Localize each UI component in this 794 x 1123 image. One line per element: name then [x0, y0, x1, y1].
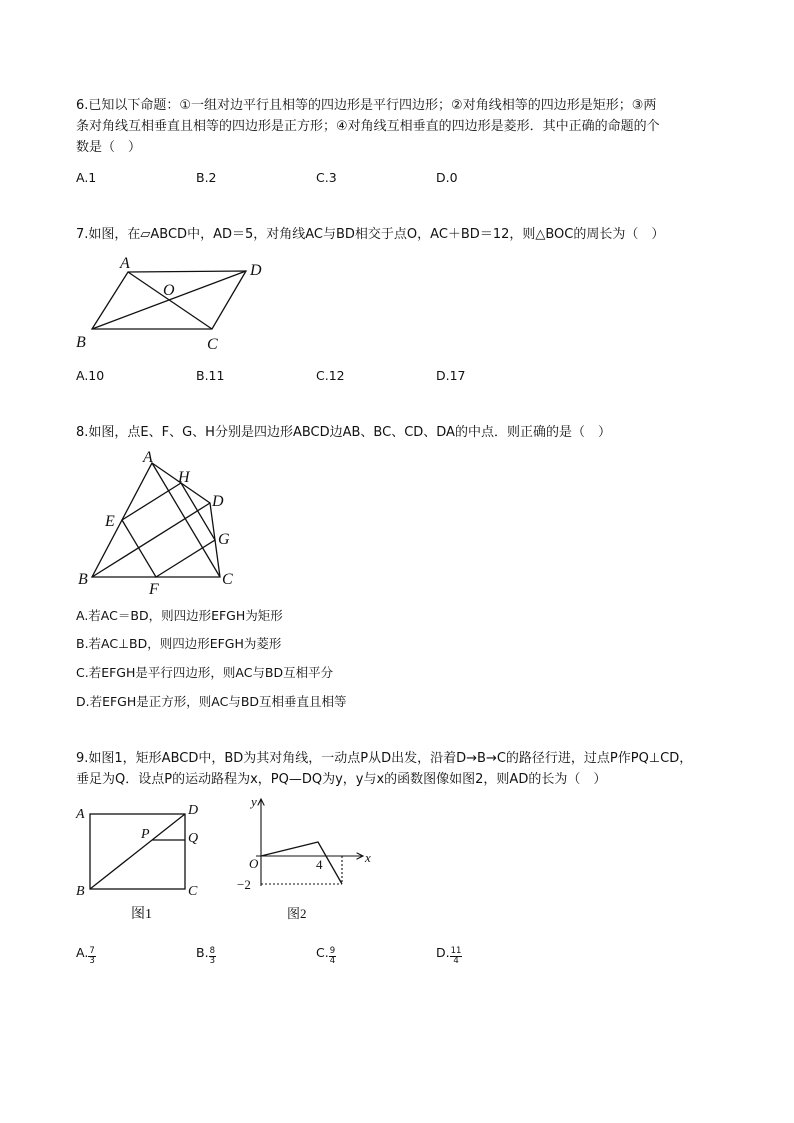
origin-label: O	[249, 856, 259, 871]
q6-option-d: D.0	[436, 170, 458, 185]
denominator: 4	[329, 956, 336, 966]
q9-text-line-1: 9.如图1，矩形ABCD中，BD为其对角线，一动点P从D出发，沿着D→B→C的路径行进，过点P作PQ⊥CD，	[76, 751, 693, 766]
label-b: B	[78, 571, 88, 588]
option-prefix: C.	[316, 945, 329, 960]
q6-text-line-2: 条对角线互相垂直且相等的四边形是正方形；④对角线互相垂直的四边形是菱形．其中正确的命题的个	[76, 119, 660, 134]
x-axis-label: x	[365, 850, 371, 865]
denominator: 3	[89, 956, 95, 966]
numerator: 7	[89, 946, 95, 956]
x-tick-4: 4	[316, 857, 323, 872]
numerator: 9	[329, 946, 336, 956]
label-c: C	[188, 884, 198, 899]
q7-option-b: B.11	[196, 368, 225, 383]
fraction	[209, 947, 216, 966]
q7-option-a: A.10	[76, 368, 105, 383]
fraction	[329, 947, 336, 966]
q7-option-d: D.17	[436, 368, 466, 383]
label-c: C	[222, 571, 233, 588]
q6-text-line-3: 数是（ ）	[76, 140, 142, 155]
q9-option-b	[196, 944, 216, 966]
numerator: 8	[209, 946, 215, 956]
label-h: H	[178, 469, 190, 486]
denominator: 4	[453, 956, 459, 966]
label-b: B	[76, 884, 85, 899]
q8-option-d: D.若EFGH是正方形，则AC与BD互相垂直且相等	[76, 694, 347, 709]
q7-option-c: C.12	[316, 368, 345, 383]
label-a: A	[120, 255, 130, 272]
y-axis-label: y	[251, 794, 257, 809]
q9-text-line-2: 垂足为Q．设点P的运动路程为x，PQ—DQ为y，y与x的函数图像如图2，则AD的长为（ ）	[76, 772, 607, 787]
q6-option-b: B.2	[196, 170, 217, 185]
denominator: 3	[209, 956, 215, 966]
label-b: B	[76, 334, 86, 351]
q6-option-c: C.3	[316, 170, 337, 185]
figure-1-caption: 图1	[131, 907, 152, 922]
q9-figure-2-graph	[232, 794, 382, 924]
q6-text-line-1: 6.已知以下命题：①一组对边平行且相等的四边形是平行四边形；②对角线相等的四边形是矩形；③两	[76, 98, 657, 113]
diagonal-bd	[92, 271, 246, 329]
figure-2-caption: 图2	[287, 906, 307, 921]
q6-option-a: A.1	[76, 170, 97, 185]
label-c: C	[207, 336, 218, 353]
label-d: D	[250, 262, 262, 279]
q8-text-line-1: 8.如图，点E、F、G、H分别是四边形ABCD边AB、BC、CD、DA的中点．则正确的是（ ）	[76, 425, 611, 440]
label-g: G	[218, 531, 230, 548]
fraction	[450, 947, 463, 966]
fraction	[88, 947, 95, 966]
option-prefix: D.	[436, 945, 450, 960]
label-a: A	[76, 807, 85, 822]
label-q: Q	[188, 831, 199, 846]
label-p: P	[141, 827, 150, 842]
function-graph	[261, 842, 342, 884]
numerator: 11	[450, 946, 462, 956]
q8-quadrilateral-figure	[70, 448, 250, 598]
diagonal-bd	[90, 814, 185, 889]
q9-figure-1-rectangle	[70, 800, 220, 925]
q9-option-c	[316, 944, 336, 966]
q7-text-line-1: 7.如图，在▱ABCD中，AD＝5，对角线AC与BD相交于点O，AC＋BD＝12，则△BOC的周长为（ ）	[76, 227, 665, 242]
label-f: F	[149, 581, 159, 598]
q9-option-a	[76, 944, 96, 966]
q8-option-b: B.若AC⊥BD，则四边形EFGH为菱形	[76, 636, 282, 651]
label-e: E	[105, 513, 115, 530]
label-a: A	[143, 449, 153, 466]
option-prefix: A.	[76, 945, 89, 960]
q8-option-c: C.若EFGH是平行四边形，则AC与BD互相平分	[76, 665, 334, 680]
diagonal-ac	[128, 272, 212, 329]
q9-option-d	[436, 944, 462, 966]
y-tick-neg2: −2	[237, 877, 251, 892]
label-d: D	[188, 803, 199, 818]
label-o: O	[163, 282, 175, 299]
q7-parallelogram-figure	[70, 252, 260, 354]
label-d: D	[212, 493, 224, 510]
option-prefix: B.	[196, 945, 209, 960]
q8-option-a: A.若AC＝BD，则四边形EFGH为矩形	[76, 608, 283, 623]
